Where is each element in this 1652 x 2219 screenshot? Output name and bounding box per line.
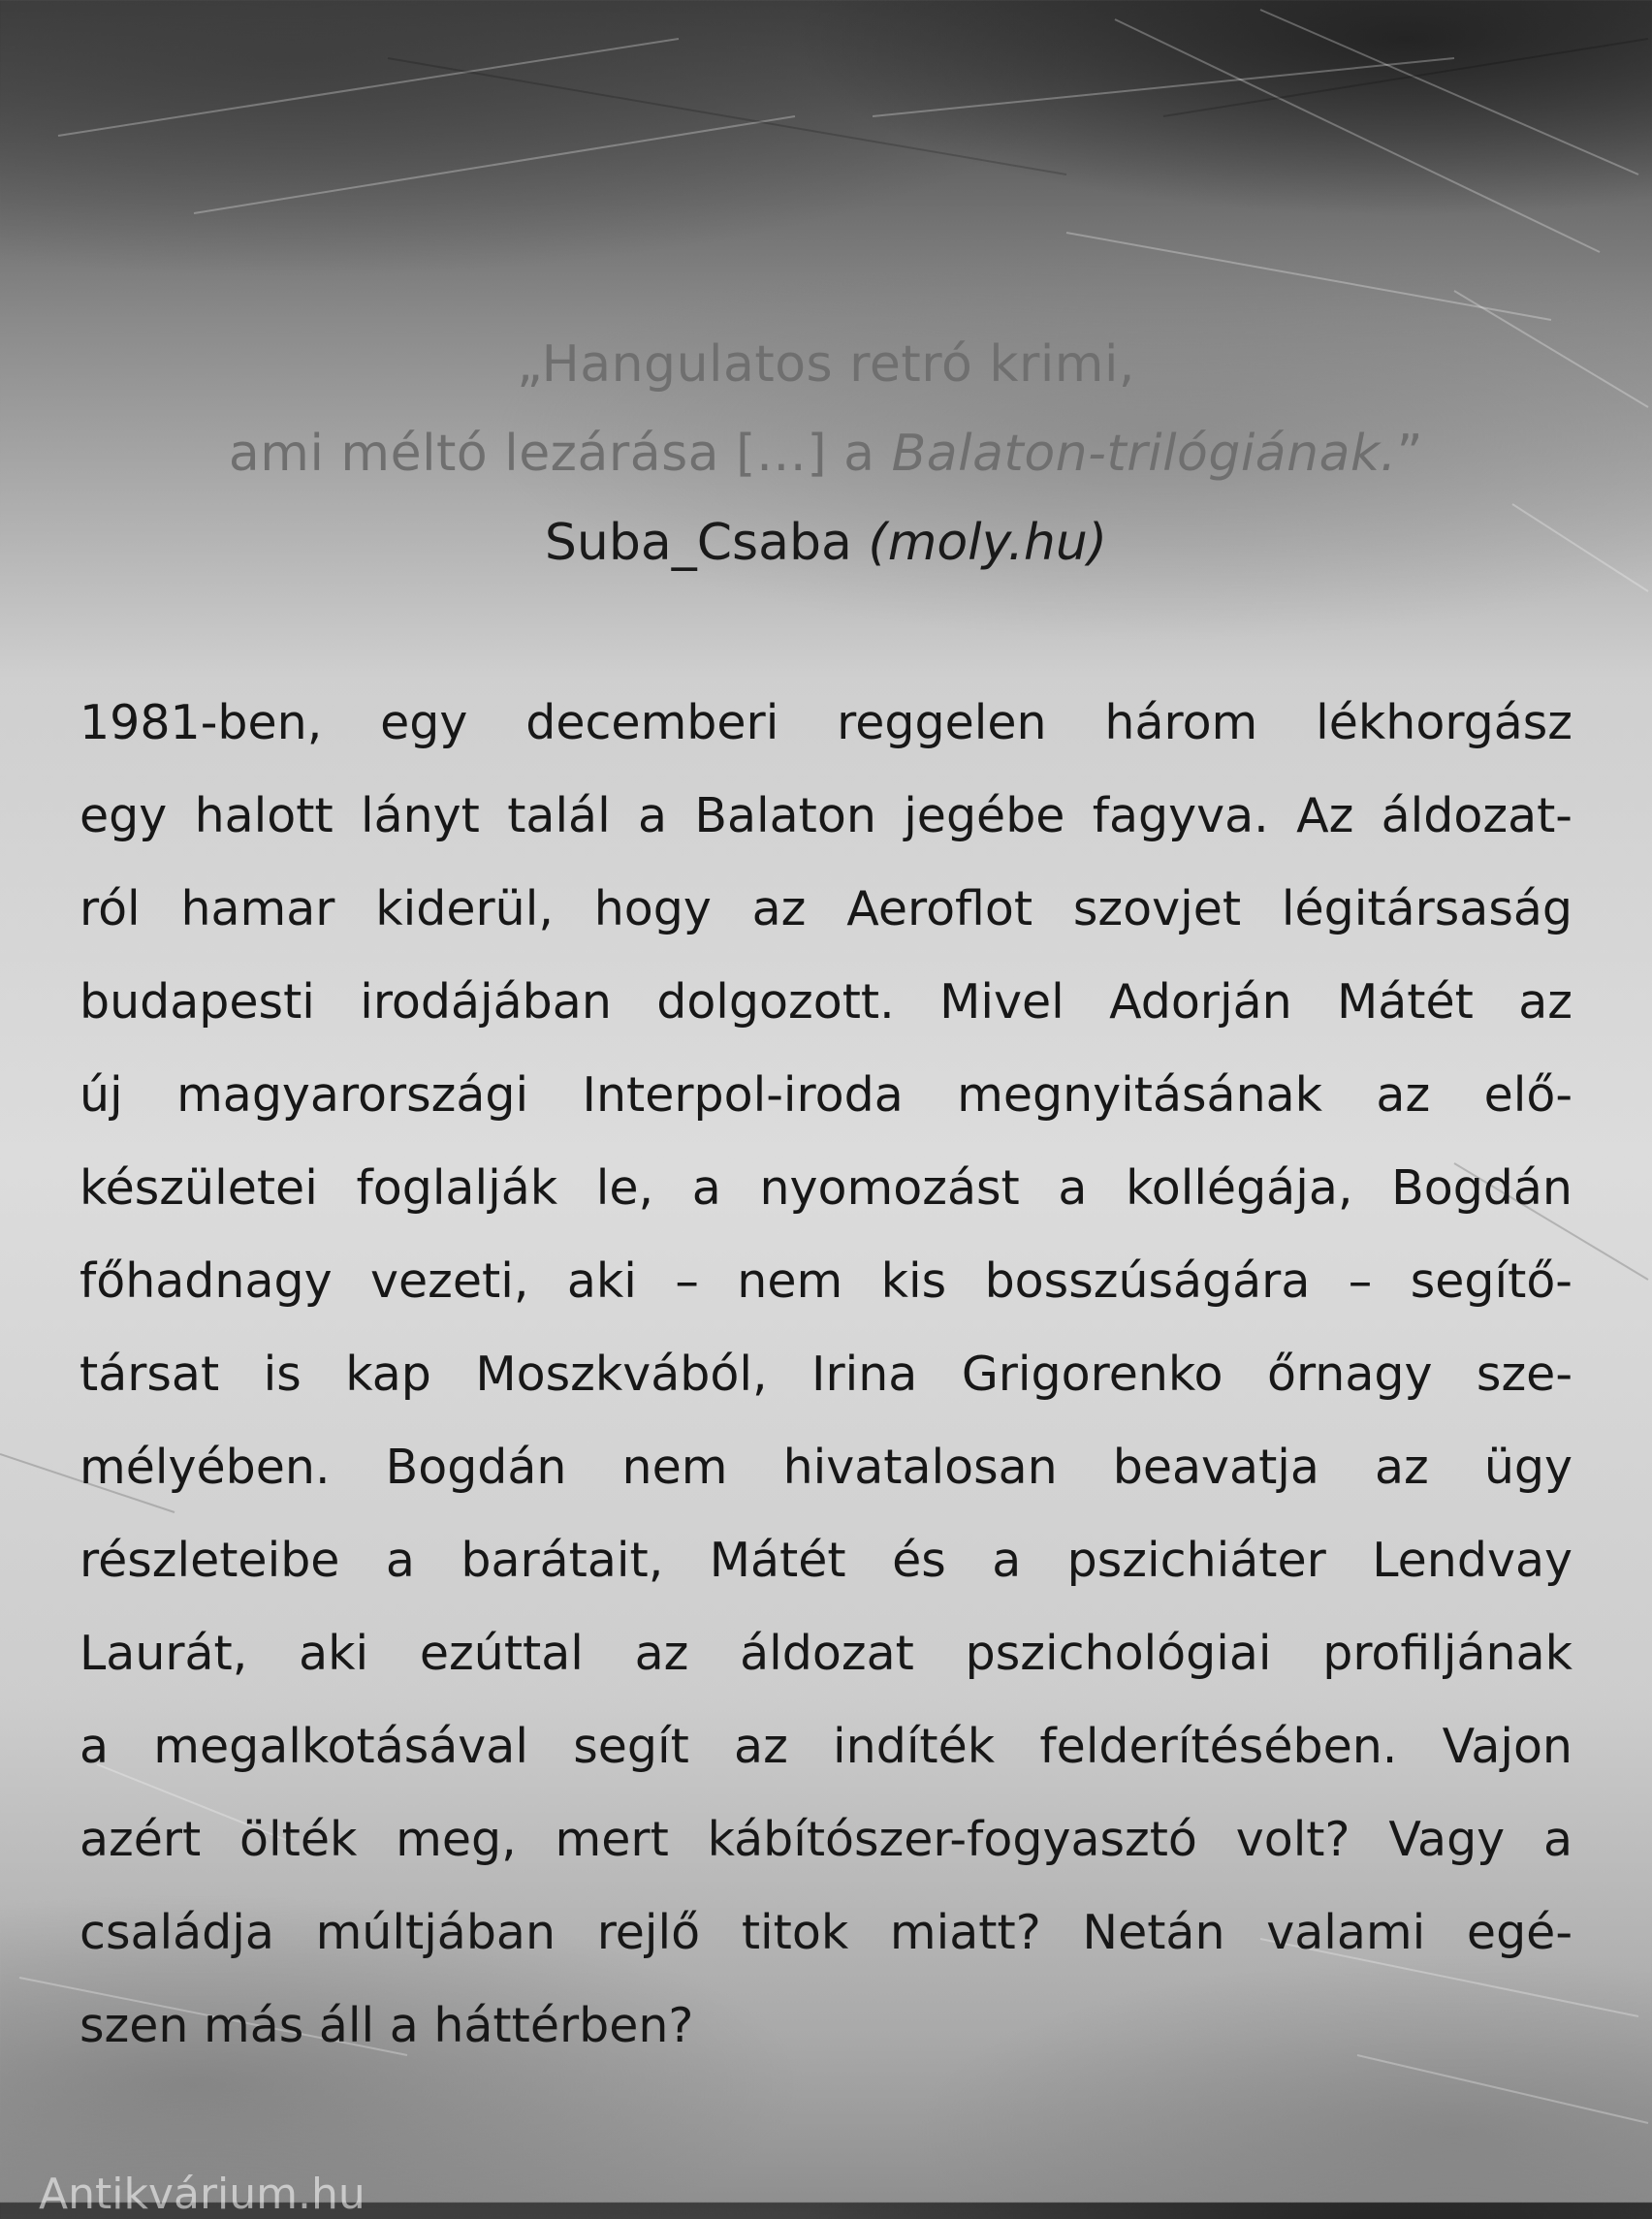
blurb-line: azért ölték meg, mert kábítószer-fogyasztó volt? Vagy a bbox=[79, 1812, 1573, 1867]
blurb-text bbox=[79, 677, 1573, 2073]
blurb-line: 1981-ben, egy decemberi reggelen három lékhorgász bbox=[79, 695, 1573, 750]
quote-author: Suba_Csaba bbox=[544, 514, 869, 572]
blurb-line: társat is kap Moszkvából, Irina Grigorenko őrnagy sze- bbox=[79, 1347, 1573, 1402]
quote-text-2: ami méltó lezárása […] a bbox=[228, 425, 892, 483]
blurb-line: részleteibe a barátait, Mátét és a pszichiáter Lendvay bbox=[79, 1533, 1573, 1588]
watermark-text: Antikvárium.hu bbox=[39, 2170, 365, 2219]
quote-attribution bbox=[0, 498, 1652, 587]
blurb-line: készületei foglalják le, a nyomozást a kollégája, Bogdán bbox=[79, 1160, 1573, 1216]
quote-source: (moly.hu) bbox=[868, 514, 1108, 572]
blurb-line: mélyében. Bogdán nem hivatalosan beavatja az ügy bbox=[79, 1440, 1573, 1495]
book-series-title: Balaton-trilógiának. bbox=[891, 425, 1397, 483]
quote-text-1: „Hangulatos retró krimi, bbox=[517, 335, 1135, 394]
blurb-line: új magyarországi Interpol-iroda megnyitásának az elő- bbox=[79, 1067, 1573, 1123]
quote-line-1 bbox=[0, 320, 1652, 409]
blurb-line: Laurát, aki ezúttal az áldozat pszichológiai profiljának bbox=[79, 1626, 1573, 1681]
blurb-line: egy halott lányt talál a Balaton jegébe fagyva. Az áldozat- bbox=[79, 788, 1573, 843]
quote-line-2 bbox=[0, 409, 1652, 498]
blurb-line: budapesti irodájában dolgozott. Mivel Adorján Mátét az bbox=[79, 974, 1573, 1030]
blurb-line: ról hamar kiderül, hogy az Aeroflot szovjet légitársaság bbox=[79, 881, 1573, 936]
blurb-line: főhadnagy vezeti, aki – nem kis bosszúságára – segítő- bbox=[79, 1253, 1573, 1309]
blurb-line: családja múltjában rejlő titok miatt? Netán valami egé- bbox=[79, 1905, 1573, 1960]
blurb-line: szen más áll a háttérben? bbox=[79, 1998, 694, 2053]
quote-block bbox=[0, 320, 1652, 587]
quote-close-mark: ” bbox=[1396, 425, 1424, 483]
blurb-line: a megalkotásával segít az indíték felderítésében. Vajon bbox=[79, 1719, 1573, 1774]
